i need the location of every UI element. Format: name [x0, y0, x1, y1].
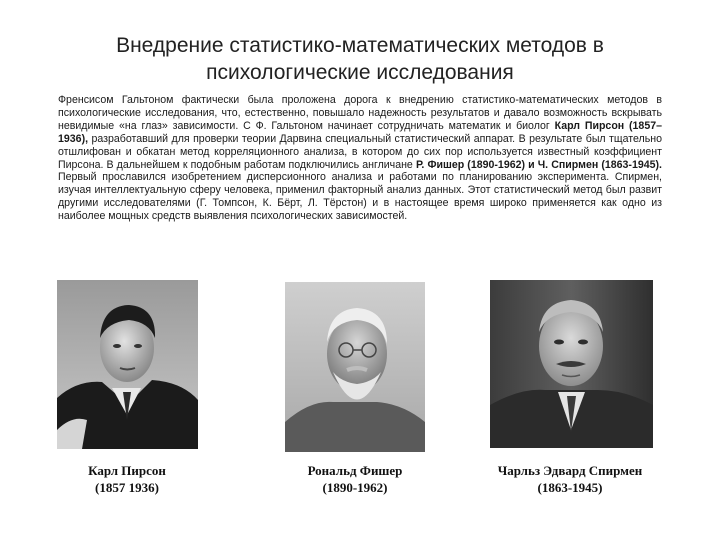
paragraph-text-1: Френсисом Гальтоном фактически была проложена дорога к внедрению статистико-математических методов в психологические исследования, что, естественно, повышало надежность результатов и давало возможность вскрывать невидимые «на глаз» зависимости. С Ф. Гальтоном начинает сотрудничать математик и биолог: [58, 94, 662, 132]
paragraph-text-2: разработавший для проверки теории Дарвина специальный статистический аппарат. В результате был тщательно отшлифован и обкатан метод корреляционного анализа, в котором до сих пор используется известный коэффициент Пирсона. В дальнейшем к подобным работам подключились англичане: [58, 132, 662, 171]
caption-fisher: [270, 462, 440, 496]
paragraph-bold-pearson: Карл Пирсон (1857–1936),: [58, 119, 662, 145]
portrait-spearman: [490, 280, 653, 448]
slide-title: [60, 32, 660, 86]
slide-title-line-2: психологические исследования: [206, 61, 514, 84]
portrait-pearson: [57, 280, 198, 449]
caption-pearson-years: (1857 1936): [95, 480, 159, 495]
caption-spearman-years: (1863-1945): [537, 480, 603, 495]
paragraph-text-3: Первый прославился изобретением дисперсионного анализа и работами по планированию эксперимента. Спирмен, изучая интеллектуальную сферу человека, применил факторный анализ данных. Этот статистический метод был развит другими исследователями (Г. Томпсон, К. Бёрт, Л. Тёрстон) и в настоящее время широко применяется как одно из наиболее мощных средств выявления психологических зависимостей.: [58, 171, 662, 223]
body-paragraph: [58, 94, 662, 223]
portrait-fisher: [285, 282, 425, 452]
caption-pearson: [52, 462, 202, 496]
caption-fisher-name: Рональд Фишер: [307, 463, 403, 478]
caption-spearman-name: Чарльз Эдвард Спирмен: [497, 463, 643, 478]
portrait-pearson-image: [57, 280, 198, 449]
caption-pearson-name: Карл Пирсон: [88, 463, 166, 478]
slide-title-line-1: Внедрение статистико-математических методов в: [116, 34, 604, 57]
portrait-fisher-image: [285, 282, 425, 452]
portrait-spearman-image: [490, 280, 653, 448]
caption-fisher-years: (1890-1962): [322, 480, 388, 495]
caption-spearman: [470, 462, 670, 496]
paragraph-bold-fisher-spearman: Р. Фишер (1890-1962) и Ч. Спирмен (1863-1945).: [415, 158, 662, 171]
